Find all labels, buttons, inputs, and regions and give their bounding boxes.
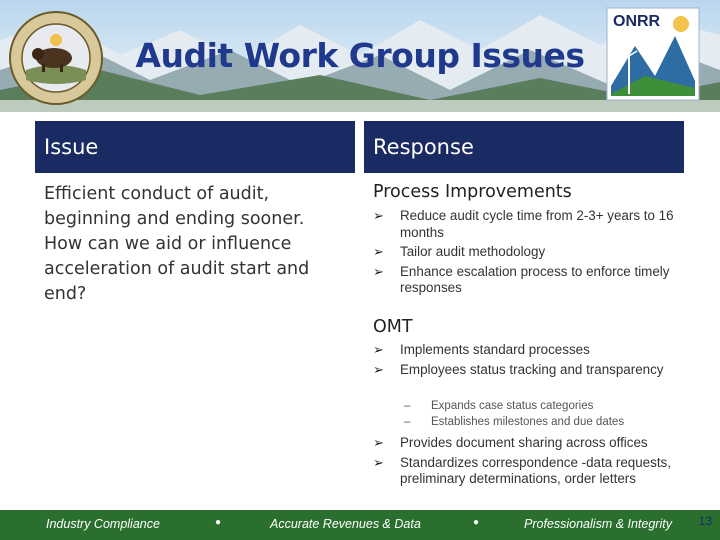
- dash-bullet-icon: –: [404, 416, 411, 428]
- arrow-bullet-icon: ➢: [373, 244, 384, 259]
- list-item: ➢ Tailor audit methodology: [373, 244, 546, 259]
- page-number: 13: [698, 514, 712, 528]
- omt-title: OMT: [373, 317, 413, 337]
- list-item: ➢ Implements standard processes: [373, 342, 590, 357]
- arrow-bullet-icon: ➢: [373, 361, 384, 377]
- arrow-bullet-icon: ➢: [373, 435, 384, 450]
- omt-sublist: [404, 398, 694, 430]
- process-improvements-title: Process Improvements: [373, 182, 572, 202]
- omt-list-more: [373, 435, 703, 491]
- footer-bar: [0, 510, 720, 540]
- svg-text:ONRR: ONRR: [613, 13, 661, 30]
- mountain-banner: [0, 0, 720, 112]
- footer-left-label: Industry Compliance: [46, 517, 160, 531]
- list-item: ➢ Employees status tracking and transparency: [373, 361, 664, 377]
- list-item: ➢ Reduce audit cycle time from 2-3+ years to 16 months: [373, 208, 674, 240]
- page-title: Audit Work Group Issues: [135, 36, 585, 75]
- process-improvements-list: [373, 208, 703, 300]
- arrow-bullet-icon: ➢: [373, 208, 384, 223]
- arrow-bullet-icon: ➢: [373, 342, 384, 357]
- dash-bullet-icon: –: [404, 400, 411, 412]
- issue-header: Issue: [35, 121, 355, 173]
- list-item: ➢ Enhance escalation process to enforce timely responses: [373, 263, 670, 295]
- arrow-bullet-icon: ➢: [373, 454, 384, 470]
- list-item: – Establishes milestones and due dates: [404, 416, 625, 428]
- list-item: ➢ Standardizes correspondence -data requests, preliminary determinations, order letters: [373, 454, 671, 486]
- issue-description: Efficient conduct of audit, beginning and ending sooner. How can we aid or influence acceleration of audit start and end?: [44, 184, 310, 304]
- footer-separator-icon: ●: [215, 517, 222, 528]
- arrow-bullet-icon: ➢: [373, 263, 384, 279]
- list-item: – Expands case status categories: [404, 400, 594, 412]
- footer-separator-icon: ●: [473, 517, 480, 528]
- list-item: ➢ Provides document sharing across offices: [373, 435, 648, 450]
- footer-right-label: Professionalism & Integrity: [524, 517, 672, 531]
- response-header: Response: [364, 121, 684, 173]
- omt-list: [373, 342, 703, 381]
- footer-center-label: Accurate Revenues & Data: [270, 517, 421, 531]
